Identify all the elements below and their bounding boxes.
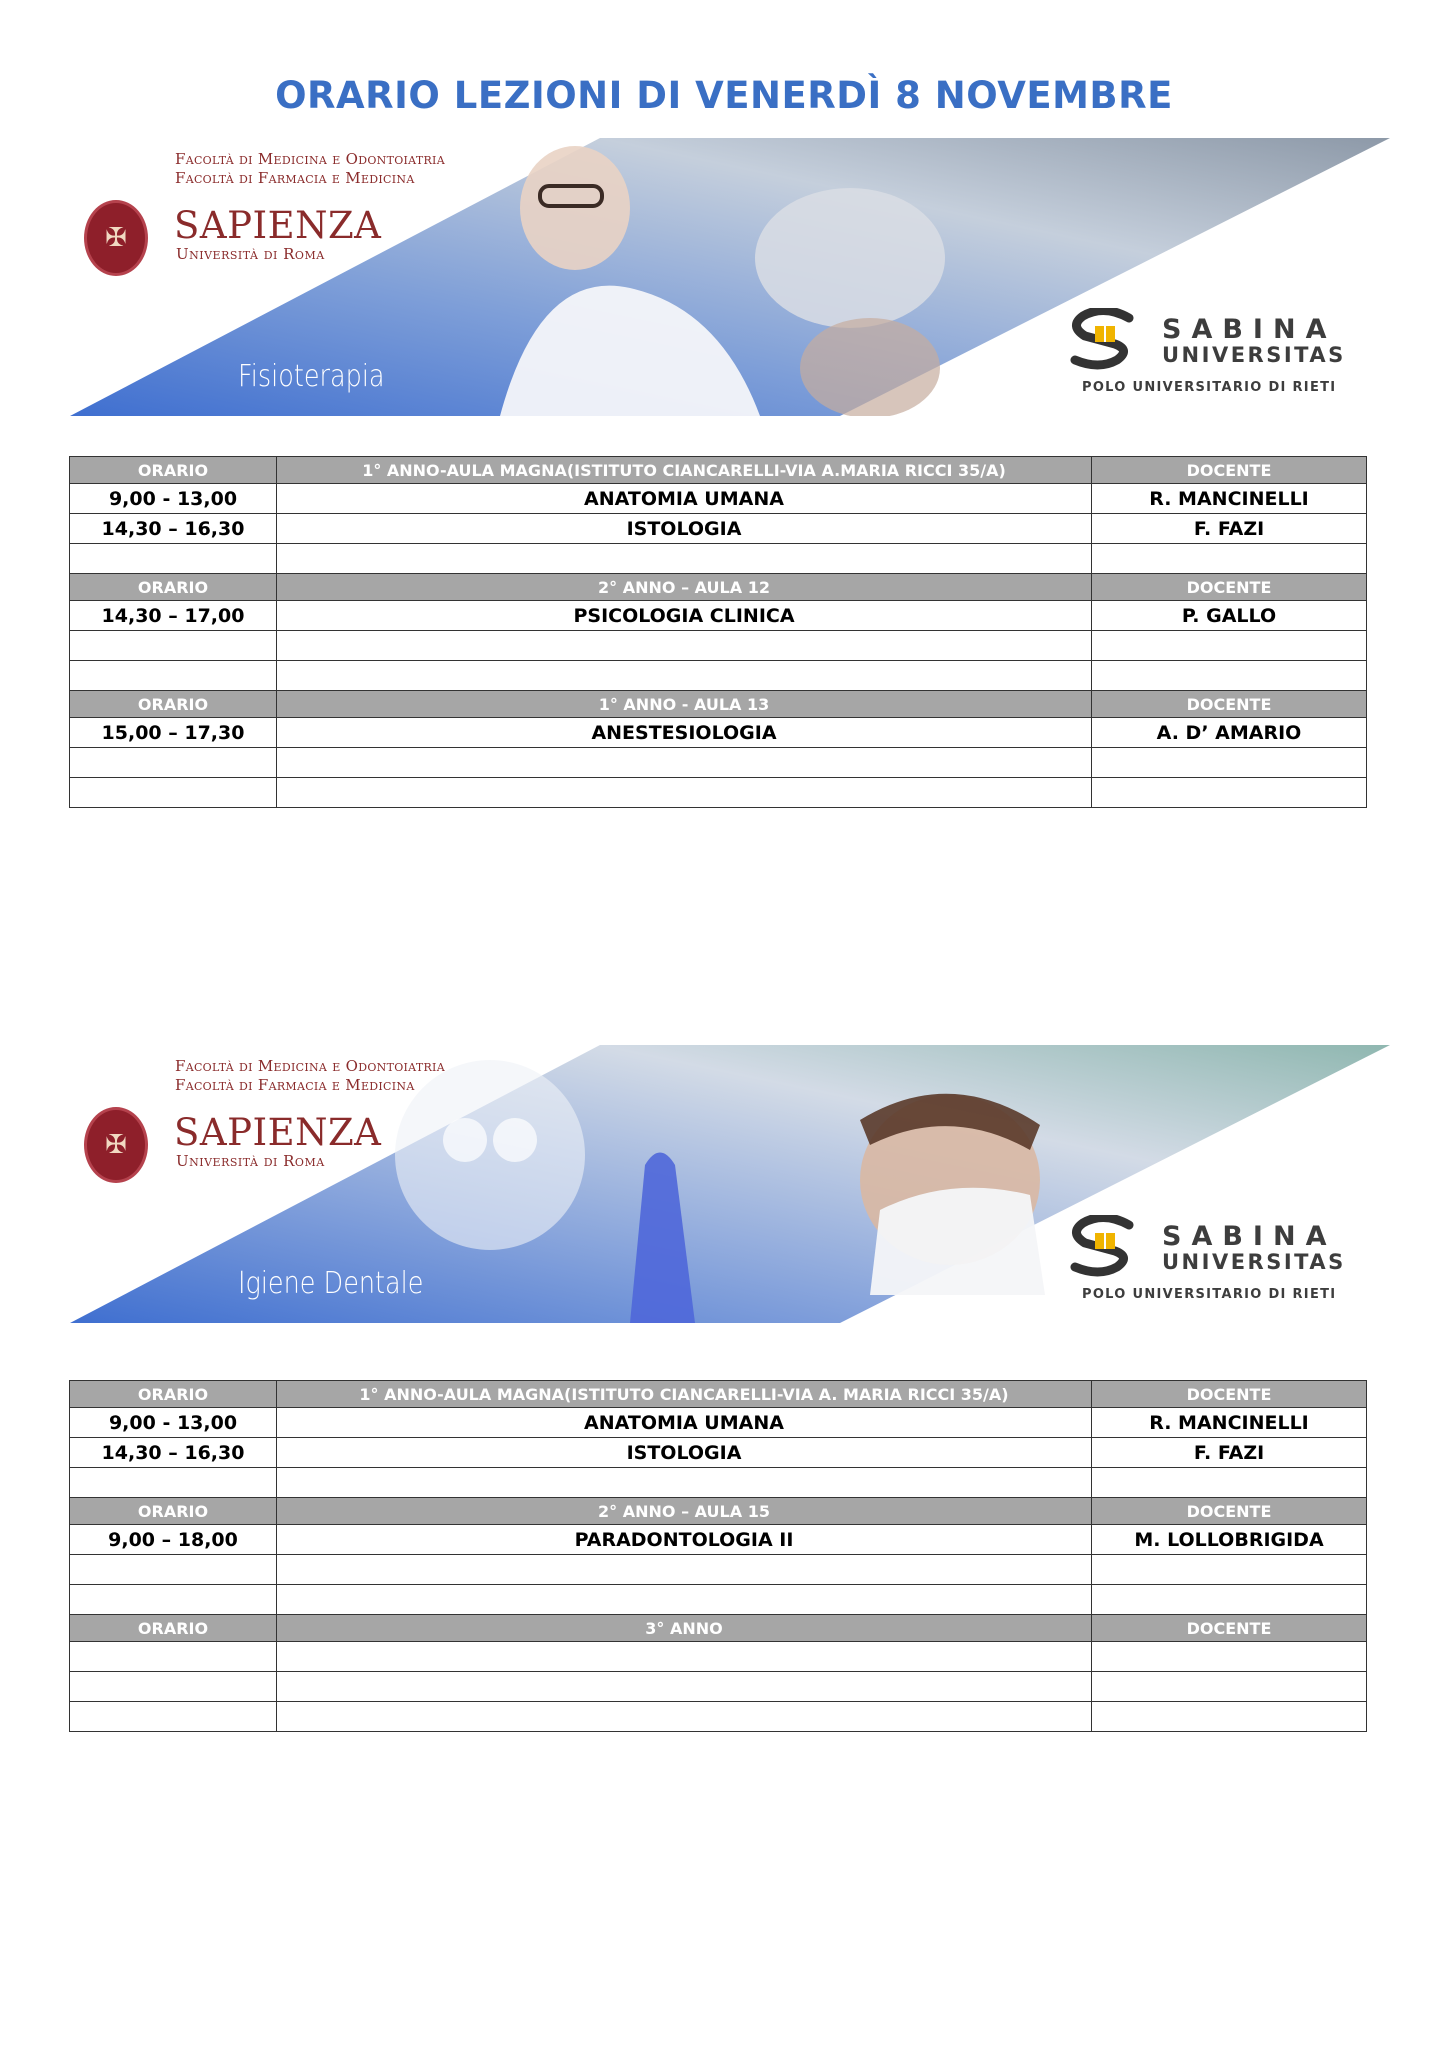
course-cell <box>277 1672 1092 1702</box>
university-subtitle: Università di Roma <box>176 1152 325 1170</box>
table-row <box>70 718 1367 748</box>
time-cell: 9,00 – 18,00 <box>70 1525 277 1555</box>
teacher-cell <box>1092 661 1367 691</box>
partner-subtitle: UNIVERSITAS <box>1162 343 1346 367</box>
table-row <box>70 1702 1367 1732</box>
table-row <box>70 1468 1367 1498</box>
teacher-cell <box>1092 631 1367 661</box>
teacher-cell: R. MANCINELLI <box>1092 1408 1367 1438</box>
sapienza-seal-icon: ✠ <box>84 1107 148 1183</box>
course-cell <box>277 544 1092 574</box>
table-row <box>70 1438 1367 1468</box>
time-cell <box>70 631 277 661</box>
time-cell <box>70 778 277 808</box>
table-header-row <box>70 691 1367 718</box>
teacher-cell: M. LOLLOBRIGIDA <box>1092 1525 1367 1555</box>
table-row <box>70 778 1367 808</box>
table-header-row <box>70 1615 1367 1642</box>
course-cell <box>277 1702 1092 1732</box>
course-cell <box>277 1642 1092 1672</box>
teacher-cell: F. FAZI <box>1092 514 1367 544</box>
header-cell: ORARIO <box>70 457 277 484</box>
time-cell: 14,30 – 16,30 <box>70 514 277 544</box>
teacher-cell <box>1092 1555 1367 1585</box>
page-title: ORARIO LEZIONI DI VENERDÌ 8 NOVEMBRE <box>275 74 1173 117</box>
course-cell: PSICOLOGIA CLINICA <box>277 601 1092 631</box>
table-row <box>70 748 1367 778</box>
teacher-cell <box>1092 544 1367 574</box>
table-row <box>70 514 1367 544</box>
table-header-row <box>70 574 1367 601</box>
course-cell: ISTOLOGIA <box>277 514 1092 544</box>
table-header-row <box>70 457 1367 484</box>
table-row <box>70 1555 1367 1585</box>
course-cell <box>277 1585 1092 1615</box>
time-cell <box>70 661 277 691</box>
course-cell: PARADONTOLOGIA II <box>277 1525 1092 1555</box>
sabina-logo-icon <box>1069 1215 1139 1277</box>
faculty-line-2: Facoltà di Farmacia e Medicina <box>175 1076 415 1094</box>
header-cell: 1° ANNO - AULA 13 <box>277 691 1092 718</box>
table-row <box>70 601 1367 631</box>
teacher-cell <box>1092 1642 1367 1672</box>
teacher-cell: P. GALLO <box>1092 601 1367 631</box>
partner-name: SABINA <box>1162 1221 1337 1252</box>
partner-subtitle: UNIVERSITAS <box>1162 1250 1346 1274</box>
banner-igiene-dentale <box>70 1045 1390 1323</box>
time-cell <box>70 1642 277 1672</box>
header-cell: DOCENTE <box>1092 1615 1367 1642</box>
table-header-row <box>70 1498 1367 1525</box>
teacher-cell <box>1092 1585 1367 1615</box>
teacher-cell <box>1092 748 1367 778</box>
time-cell <box>70 1672 277 1702</box>
sabina-logo-icon <box>1069 308 1139 370</box>
header-cell: 1° ANNO-AULA MAGNA(ISTITUTO CIANCARELLI-VIA A. MARIA RICCI 35/A) <box>277 1381 1092 1408</box>
course-cell: ANATOMIA UMANA <box>277 1408 1092 1438</box>
faculty-line-1: Facoltà di Medicina e Odontoiatria <box>175 150 445 168</box>
partner-name: SABINA <box>1162 314 1337 345</box>
teacher-cell: A. D’ AMARIO <box>1092 718 1367 748</box>
time-cell <box>70 544 277 574</box>
course-name: Fisioterapia <box>238 359 385 394</box>
course-cell <box>277 748 1092 778</box>
header-cell: DOCENTE <box>1092 574 1367 601</box>
banner-fisioterapia <box>70 138 1390 416</box>
time-cell: 14,30 – 17,00 <box>70 601 277 631</box>
header-cell: DOCENTE <box>1092 691 1367 718</box>
time-cell <box>70 1585 277 1615</box>
header-cell: ORARIO <box>70 1615 277 1642</box>
course-cell <box>277 1555 1092 1585</box>
course-cell: ISTOLOGIA <box>277 1438 1092 1468</box>
table-row <box>70 484 1367 514</box>
table-row <box>70 1642 1367 1672</box>
time-cell: 15,00 – 17,30 <box>70 718 277 748</box>
university-name: SAPIENZA <box>174 204 382 247</box>
teacher-cell: R. MANCINELLI <box>1092 484 1367 514</box>
header-cell: ORARIO <box>70 1381 277 1408</box>
header-cell: 2° ANNO – AULA 15 <box>277 1498 1092 1525</box>
table-row <box>70 1525 1367 1555</box>
table-row <box>70 661 1367 691</box>
time-cell: 14,30 – 16,30 <box>70 1438 277 1468</box>
time-cell <box>70 1468 277 1498</box>
teacher-cell <box>1092 1468 1367 1498</box>
teacher-cell <box>1092 1672 1367 1702</box>
header-cell: ORARIO <box>70 691 277 718</box>
teacher-cell <box>1092 1702 1367 1732</box>
course-cell: ANESTESIOLOGIA <box>277 718 1092 748</box>
course-cell <box>277 661 1092 691</box>
course-name: Igiene Dentale <box>238 1266 424 1301</box>
faculty-line-1: Facoltà di Medicina e Odontoiatria <box>175 1057 445 1075</box>
course-cell <box>277 778 1092 808</box>
course-cell <box>277 1468 1092 1498</box>
course-cell <box>277 631 1092 661</box>
time-cell <box>70 1555 277 1585</box>
table-row <box>70 1672 1367 1702</box>
partner-tagline: POLO UNIVERSITARIO DI RIETI <box>1082 1287 1337 1302</box>
faculty-lines <box>175 1057 445 1095</box>
sapienza-seal-icon: ✠ <box>84 200 148 276</box>
university-name: SAPIENZA <box>174 1111 382 1154</box>
faculty-line-2: Facoltà di Farmacia e Medicina <box>175 169 415 187</box>
partner-tagline: POLO UNIVERSITARIO DI RIETI <box>1082 380 1337 395</box>
teacher-cell <box>1092 778 1367 808</box>
university-subtitle: Università di Roma <box>176 245 325 263</box>
table-row <box>70 544 1367 574</box>
header-cell: ORARIO <box>70 574 277 601</box>
course-cell: ANATOMIA UMANA <box>277 484 1092 514</box>
schedule-table-igiene-dentale <box>69 1380 1367 1732</box>
header-cell: 3° ANNO <box>277 1615 1092 1642</box>
faculty-lines <box>175 150 445 188</box>
time-cell <box>70 748 277 778</box>
header-cell: ORARIO <box>70 1498 277 1525</box>
header-cell: DOCENTE <box>1092 457 1367 484</box>
teacher-cell: F. FAZI <box>1092 1438 1367 1468</box>
table-header-row <box>70 1381 1367 1408</box>
header-cell: 2° ANNO – AULA 12 <box>277 574 1092 601</box>
header-cell: 1° ANNO-AULA MAGNA(ISTITUTO CIANCARELLI-VIA A.MARIA RICCI 35/A) <box>277 457 1092 484</box>
header-cell: DOCENTE <box>1092 1381 1367 1408</box>
table-row <box>70 1585 1367 1615</box>
table-row <box>70 631 1367 661</box>
table-row <box>70 1408 1367 1438</box>
time-cell: 9,00 - 13,00 <box>70 1408 277 1438</box>
time-cell: 9,00 - 13,00 <box>70 484 277 514</box>
header-cell: DOCENTE <box>1092 1498 1367 1525</box>
time-cell <box>70 1702 277 1732</box>
schedule-table-fisioterapia <box>69 456 1367 808</box>
